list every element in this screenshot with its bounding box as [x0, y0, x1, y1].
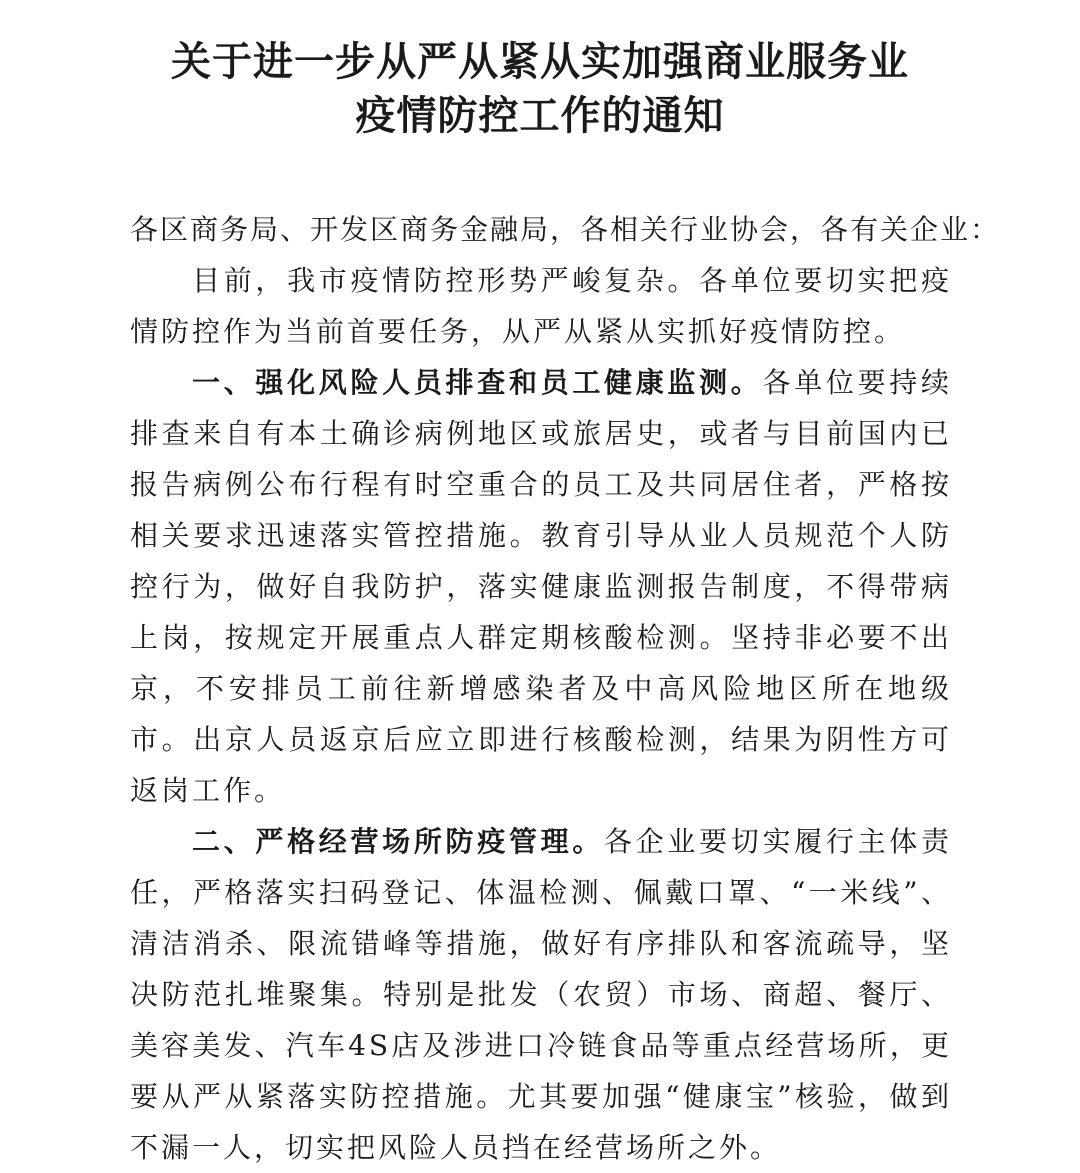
salutation: 各区商务局、开发区商务金融局，各相关行业协会，各有关企业： [130, 213, 1001, 246]
section-1-heading: 一、强化风险人员排查和员工健康监测。 [192, 366, 763, 399]
section-1-text: 各单位要持续排查来自有本土确诊病例地区或旅居史，或者与目前国内已报告病例公布行程有时空重合的员工及共同居住者，严格按相关要求迅速落实管控措施。教育引导从业人员规范个人防控行为，做好自我防护，落实健康监测报告制度，不得带病上岗，按规定开展重点人群定期核酸检测。坚持非必要不出京，不安排员工前往新增感染者及中高风险地区所在地级市。出京人员返京后应立即进行核酸检测，结果为阴性方可返岗工作。 [130, 366, 952, 807]
intro-paragraph: 目前，我市疫情防控形势严峻复杂。各单位要切实把疫情防控作为当前首要任务，从严从紧从实抓好疫情防控。 [130, 264, 952, 348]
section-2-heading: 二、严格经营场所防疫管理。 [192, 825, 605, 858]
section-1-paragraph [130, 357, 952, 816]
section-2-text: 各企业要切实履行主体责任，严格落实扫码登记、体温检测、佩戴口罩、“一米线”、清洁消杀、限流错峰等措施，做好有序排队和客流疏导，坚决防范扎堆聚集。特别是批发（农贸）市场、商超、餐厅、美容美发、汽车4S店及涉进口冷链食品等重点经营场所，更要从严从紧落实防控措施。尤其要加强“健康宝”核验，做到不漏一人，切实把风险人员挡在经营场所之外。 [130, 825, 952, 1164]
section-2-paragraph [130, 816, 952, 1173]
document-body [130, 204, 1001, 1173]
document-title-line-2: 疫情防控工作的通知 [355, 93, 725, 139]
document-title-line-1: 关于进一步从严从紧从实加强商业服务业 [171, 39, 909, 85]
